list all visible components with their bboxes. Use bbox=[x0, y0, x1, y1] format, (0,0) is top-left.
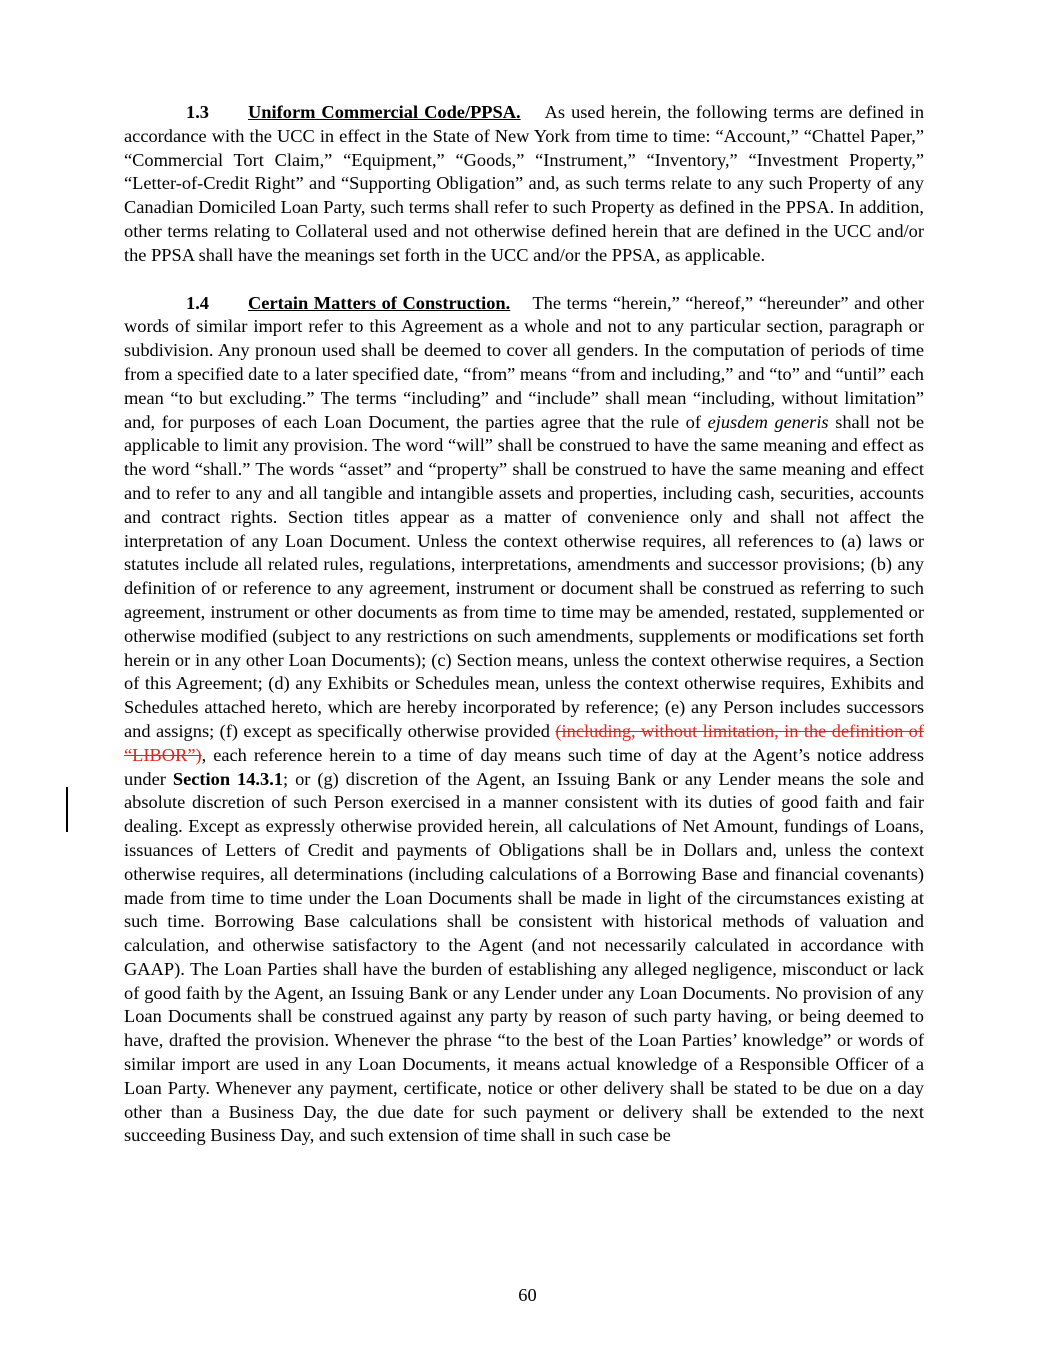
section-body-part-1: The terms “herein,” “hereof,” “hereunder” and other words of similar import refer to this Agreement as a whole and not to any particular section, paragraph or subdivision. Any pronoun used shall be deemed to cover all genders. In the computation of periods of time from a specified date to a later specified date, “from” means “from and including,” and “to” and “until” each mean “to but excluding.” The terms “including” and “include” shall mean “including, without limitation” and, for purposes of each Loan Document, the parties agree that the rule of bbox=[124, 292, 924, 432]
section-body-part-4: ; or (g) discretion of the Agent, an Issuing Bank or any Lender means the sole and absolute discretion of such Person exercised in a manner consistent with its duties of good faith and fair dealing. Except as expressly otherwise provided herein, all calculations of Net Amount, fundings of Loans, issuances of Letters of Credit and payments of Obligations shall be in Dollars and, unless the context otherwise requires, all determinations (including calculations of a Borrowing Base and financial covenants) made from time to time under the Loan Documents shall be made in light of the circumstances existing at such time. Borrowing Base calculations shall be consistent with historical methods of valuation and calculation, and otherwise satisfactory to the Agent (and not necessarily calculated in accordance with GAAP). The Loan Parties shall have the burden of establishing any alleged negligence, misconduct or lack of good faith by the Agent, an Issuing Bank or any Lender under any Loan Documents. No provision of any Loan Documents shall be construed against any party by reason of such party having, or being deemed to have, drafted the provision. Whenever the phrase “to the best of the Loan Parties’ knowledge” or words of similar import are used in any Loan Documents, it means actual knowledge of a Responsible Officer of a Loan Party. Whenever any payment, certificate, notice or other delivery shall be stated to be due on a day other than a Business Day, the due date for such payment or delivery shall be extended to the next succeeding Business Day, and such extension of time shall in such case be bbox=[124, 768, 924, 1146]
revision-change-bar bbox=[66, 787, 68, 832]
section-body: As used herein, the following terms are defined in accordance with the UCC in effect in the State of New York from time to time: “Account,” “Chattel Paper,” “Commercial Tort Claim,” “Equipment,” “Goods,” “Instrument,” “Inventory,” “Investment Property,” “Letter-of-Credit Right” and “Supporting Obligation” and, as such terms relate to any such Property of any Canadian Domiciled Loan Party, such terms shall refer to such Property as defined in the PPSA. In addition, other terms relating to Collateral used and not otherwise defined herein that are defined in the UCC and/or the PPSA shall have the meanings set forth in the UCC and/or the PPSA, as applicable. bbox=[124, 102, 925, 265]
document-page bbox=[124, 101, 924, 1148]
page-number: 60 bbox=[518, 1285, 537, 1305]
bold-reference: Section 14.3.1 bbox=[172, 768, 283, 789]
section-body-part-3: , each reference herein to a time of day means such time of day at the Agent’s notice address under bbox=[124, 744, 924, 789]
section-number: 1.4 bbox=[186, 292, 209, 313]
section-body-part-2: shall not be applicable to limit any provision. The word “will” shall be construed to have the same meaning and effect as the word “shall.” The words “asset” and “property” shall be construed to have the same meaning and effect and to refer to any and all tangible and intangible assets and properties, including cash, securities, accounts and contract rights. Section titles appear as a matter of convenience only and shall not affect the interpretation of any Loan Document. Unless the context otherwise requires, all references to (a) laws or statutes include all related rules, regulations, interpretations, amendments and successor provisions; (b) any definition of or reference to any agreement, instrument or document shall be construed as referring to such agreement, instrument or other documents as from time to time may be amended, restated, supplemented or otherwise modified (subject to any restrictions on such amendments, supplements or modifications set forth herein or in any other Loan Documents); (c) Section means, unless the context otherwise requires, a Section of this Agreement; (d) any Exhibits or Schedules mean, unless the context otherwise requires, Exhibits and Schedules attached hereto, which are hereby incorporated by reference; (e) any Person includes successors and assigns; (f) except as specifically otherwise provided bbox=[124, 411, 924, 741]
deleted-text: (including, without limitation, in the definition of “LIBOR”) bbox=[124, 720, 924, 765]
section-1-3 bbox=[124, 101, 924, 268]
italic-term: ejusdem generis bbox=[707, 411, 829, 432]
section-number: 1.3 bbox=[186, 102, 209, 122]
section-heading: Uniform Commercial Code/PPSA. bbox=[248, 102, 521, 122]
section-heading: Certain Matters of Construction. bbox=[248, 292, 511, 313]
section-1-4 bbox=[124, 292, 924, 1149]
